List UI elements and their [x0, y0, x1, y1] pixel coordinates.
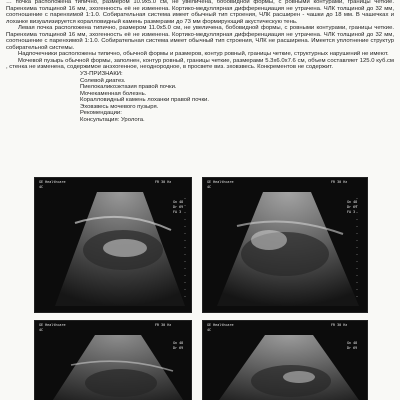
- scan-param: Dr 69: [173, 346, 184, 350]
- frame-rate-label: FR 30 Hz: [331, 180, 348, 184]
- ultrasound-image-3: [34, 320, 192, 400]
- recommendations-label: Рекомендации:: [80, 110, 122, 117]
- ultrasound-scan-1: [35, 178, 192, 313]
- scan-param: FA 3: [173, 210, 182, 214]
- adrenals-paragraph: Надпочечники расположены типично, обычной формы и размеров, контур ровный, границы четкие, структурных нарушений не имеют.: [18, 51, 389, 58]
- conclusion-item: Солевой диатез.: [80, 77, 126, 84]
- conclusion-item: Эховзвесь мочевого пузыря.: [80, 103, 159, 110]
- left-kidney-paragraph: Левая почка расположена типично, размером 11.0x5.0 см, не увеличена, бобовидной формы, с ровными контурами, границы четкие. Паренхима толщиной 16 мм, эхогенность её не изменена. Кортико-медуллярная дифференциация не утрачена. ЧЛК толщиной до 32 мм, соотношение с паренхимой 1:1.0. Собирательная система имеет обычный тип строения, ЧЛК не расширена. Имеется уплотнение структур собирательной системы.: [6, 25, 394, 51]
- frame-rate-label: FR 30 Hz: [155, 180, 172, 184]
- scan-param: Gn 48: [347, 200, 358, 204]
- report-text: [6, 0, 394, 123]
- conclusion-item: Мочекаменная болезнь.: [80, 90, 147, 97]
- consultation-item: Консультация: Уролога.: [80, 116, 145, 123]
- scan-param: Gn 48: [173, 200, 184, 204]
- conclusion-heading: УЗ-ПРИЗНАКИ:: [80, 71, 123, 78]
- brand-label: GE Healthcare: [39, 323, 66, 327]
- scan-param: Dr 69: [347, 205, 358, 209]
- bladder-paragraph: Мочевой пузырь обычной формы, заполнен, контур ровный, границы четкие, размерами 5.3x6.0x7.6 см, объем составляет 125.0 куб.см , стенка не изменена, содержимое анэхогенное, неоднородное, в просвете виз. эховзвесь. Конкрементов не содержит.: [6, 57, 394, 71]
- ultrasound-scan-3: [35, 321, 192, 400]
- probe-label: 4C: [207, 328, 212, 332]
- ultrasound-image-1: [34, 177, 192, 313]
- brand-label: GE Healthcare: [39, 180, 66, 184]
- scan-param: Gn 48: [347, 341, 358, 345]
- ultrasound-image-4: [202, 320, 368, 400]
- scan-param: Dr 69: [173, 205, 184, 209]
- brand-label: GE Healthcare: [207, 323, 234, 327]
- frame-rate-label: FR 30 Hz: [155, 323, 172, 327]
- ultrasound-image-2: [202, 177, 368, 313]
- probe-label: 4C: [39, 328, 44, 332]
- scan-param: Dr 69: [347, 346, 358, 350]
- conclusion-item: Пиелокаликоэктазия правой почки.: [80, 84, 177, 91]
- scan-param: FA 3: [347, 210, 356, 214]
- conclusion-item: Коралловидный камень лоханки правой почки.: [80, 97, 209, 104]
- brand-label: GE Healthcare: [207, 180, 234, 184]
- probe-label: 4C: [39, 185, 44, 189]
- scan-param: Gn 48: [173, 341, 184, 345]
- right-kidney-paragraph: … почка расположена типично, размером 10.9x5.0 см, не увеличена, бобовидной формы, с ровными контурами, границы четкие. Паренхима толщиной 16 мм, эхогенность её не изменена. Кортико-медуллярная дифференциация не утрачена. ЧЛК толщиной до 32 мм, соотношение с паренхимой 1:1.0. Собирательная система имеет обычный тип строения, ЧЛК расширен - чашки до 18 мм. В чашечках и лоханке визуализируется коралловидный камень размерами до 73 мм формирующий акустическую тень.: [6, 0, 394, 25]
- probe-label: 4C: [207, 185, 212, 189]
- frame-rate-label: FR 30 Hz: [331, 323, 348, 327]
- ultrasound-scan-4: [203, 321, 368, 400]
- ultrasound-scan-2: [203, 178, 368, 313]
- ultrasound-images-grid: [0, 171, 400, 400]
